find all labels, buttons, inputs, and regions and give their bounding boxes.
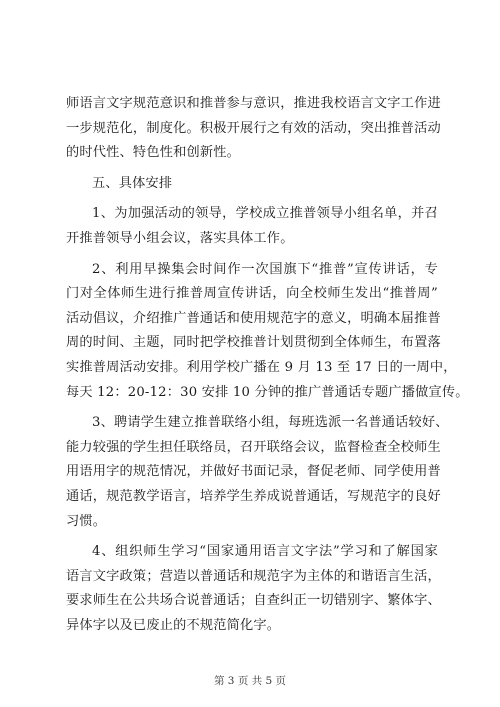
text-line: 语言文字政策；营造以普通话和规范字为主体的和谐语言生活， [66,568,441,584]
document-body [66,92,469,638]
text-line: 的时代性、特色性和创新性。 [66,145,241,161]
text-line: 异体字以及已废止的不规范简化字。 [66,617,281,633]
page-number-footer: 第 3 页 共 5 页 [213,675,287,687]
text-line: 开推普领导小组会议，落实具体工作。 [66,230,294,246]
text-line: 周的时间、主题，同时把学校推普计划贯彻到全体师生，布置落 [66,335,441,351]
text-line: 3、聘请学生建立推普联络小组，每班选派一名普通话较好、 [92,415,449,431]
text-line: 师语言文字规范意识和推普参与意识，推进我校语言文字工作进 [66,96,441,111]
text-line: 要求师生在公共场合说普通话；自查纠正一切错别字、繁体字、 [66,593,441,609]
text-line: 活动倡议，介绍推广普通话和使用规范字的意义，明确本届推普 [66,310,441,326]
text-line: 能力较强的学生担任联络员，召开联络会议，监督检查全校师生 [66,439,441,455]
text-line: 4、组织师生学习“国家通用语言文字法”学习和了解国家 [92,544,438,560]
text-line: 习惯。 [66,513,107,529]
text-line: 2、利用早操集会时间作一次国旗下“推普”宣传讲话，专 [92,261,438,277]
text-line: 用语用字的规范情况，并做好书面记录，督促老师、同学使用普 [66,464,441,480]
text-line: 每天 12：20-12：30 安排 10 分钟的推广普通话专题广播做宣传。 [66,384,469,400]
text-line: 通话，规范教学语言，培养学生养成说普通话，写规范字的良好 [66,488,441,504]
text-line: 一步规范化，制度化。积极开展行之有效的活动，突出推普活动 [66,120,441,136]
text-line: 实推普周活动安排。利用学校广播在 9 月 13 至 17 日的一周中， [66,359,457,375]
section-heading: 五、具体安排 [92,175,173,191]
text-line: 1、为加强活动的领导，学校成立推普领导小组名单，并召 [92,206,438,222]
text-line: 门对全体师生进行推普周宣传讲话，向全校师生发出“推普周” [66,286,438,302]
